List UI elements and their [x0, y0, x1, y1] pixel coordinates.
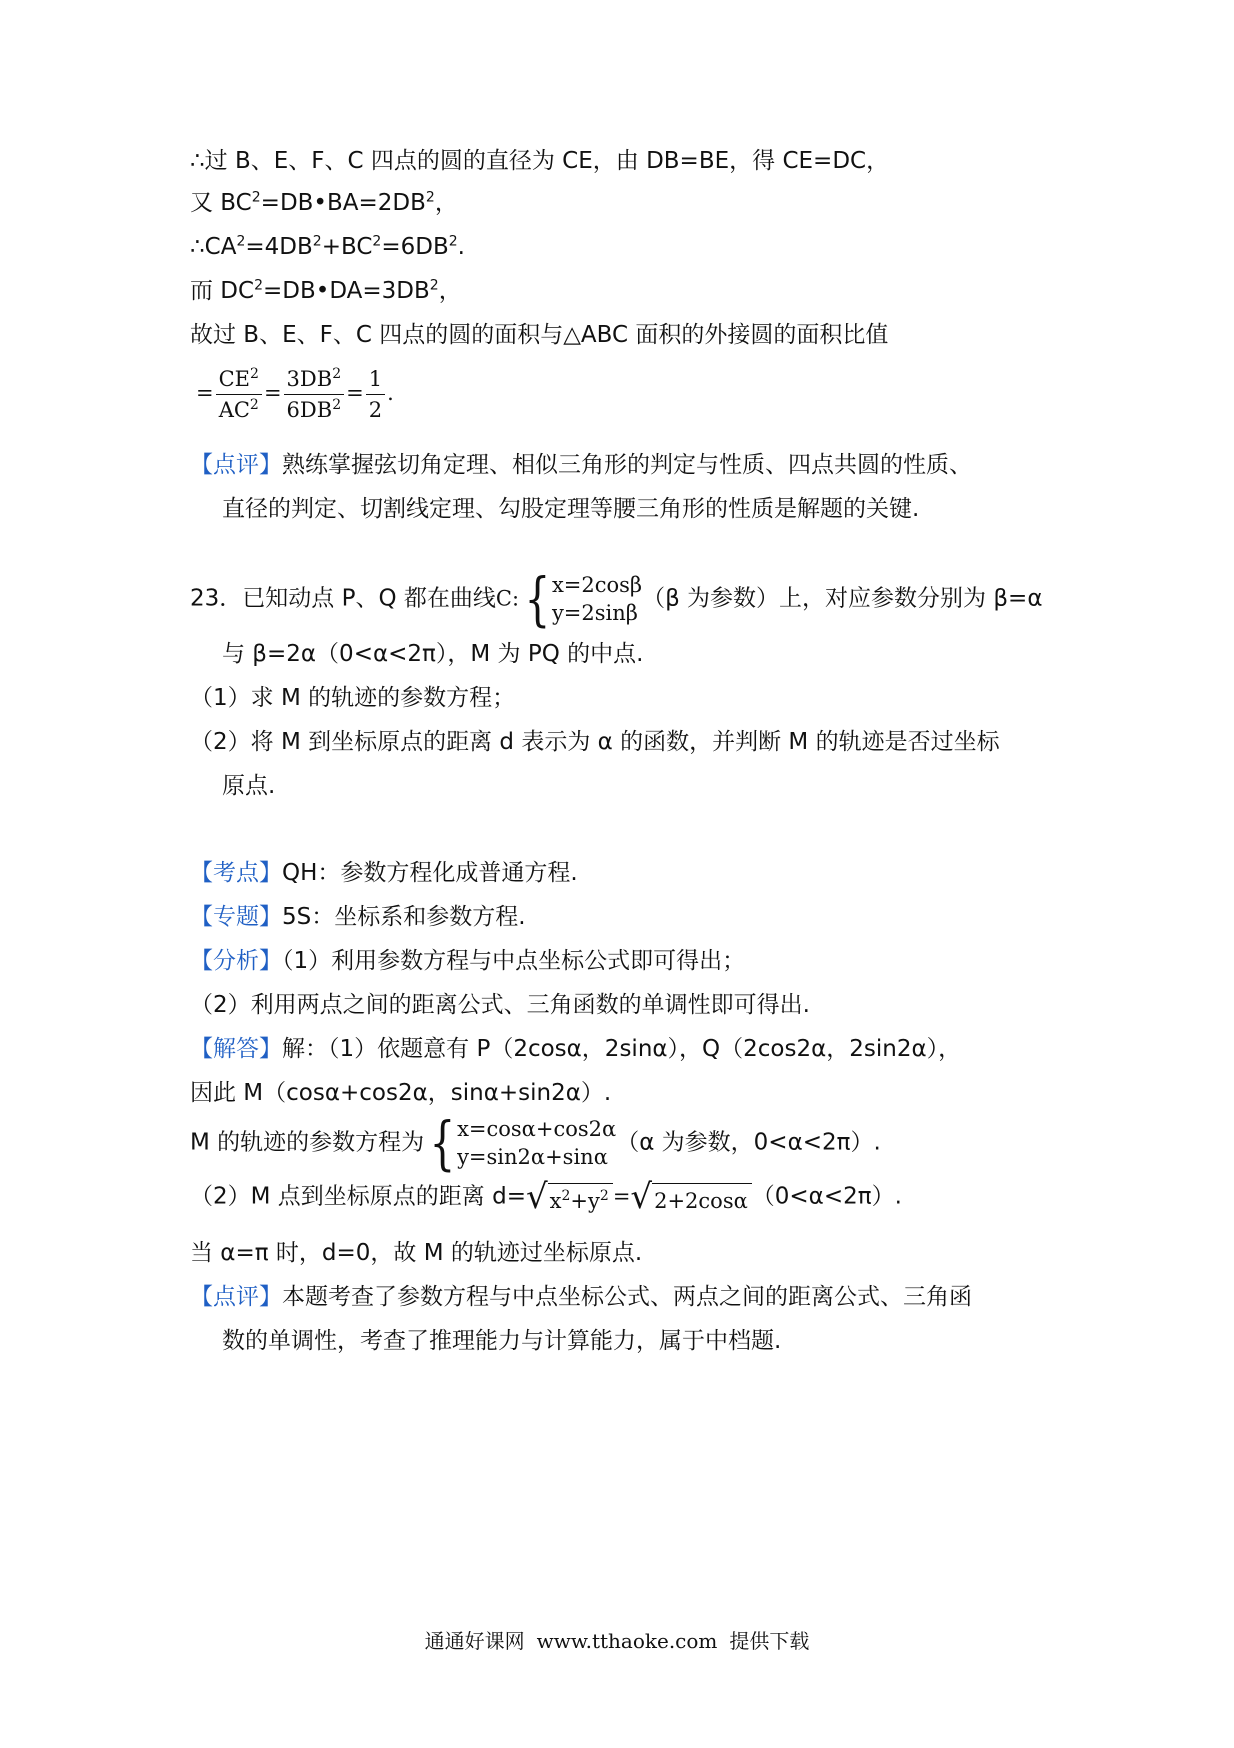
jieda-line-3: M 的轨迹的参数方程为 { x=cosα+cos2α y=sin2α+sinα （α 为参数，0<α<2π）. [190, 1109, 881, 1177]
review-2-line-1: 【点评】本题考查了参数方程与中点坐标公式、两点之间的距离公式、三角函 [190, 1284, 972, 1310]
zhuanti-line: 【专题】5S：坐标系和参数方程. [190, 904, 526, 930]
sqrt-x2-y2: √ $x^2+y^2$ [526, 1180, 613, 1214]
proof-line-3: $\therefore CA^2=4DB^2+BC^2=6DB^2$. [190, 233, 465, 260]
footer-url[interactable]: www.tthaoke.com [536, 1629, 718, 1653]
proof-line-1: ∴过 B、E、F、C 四点的圆的直径为 CE，由 DB=BE，得 CE=DC， [190, 148, 890, 174]
question-23-line-1: 23．已知动点 P、Q 都在曲线C: { x=2cosβ y=2sinβ （β 为参数）上，对应参数分别为 β=α [190, 565, 1043, 633]
fraction-ce-ac: $\frac{CE^2}{AC^2}$ [216, 364, 262, 425]
locus-equation-system: { x=cosα+cos2α y=sin2α+sinα [429, 1109, 617, 1177]
proof-line-4: 而 $DC^2=DB•DA=3DB^2$， [190, 277, 462, 304]
curve-equation-system: { x=2cosβ y=2sinβ [524, 565, 643, 633]
kaodian-line: 【考点】QH：参数方程化成普通方程. [190, 860, 578, 886]
question-23-part-2-cont: 原点. [222, 773, 276, 799]
jieda-line-4: （2）M 点到坐标原点的距离 d= √ $x^2+y^2$ = √ 2+2cosα （0<α<2π）. [190, 1177, 902, 1217]
jieda-line-1: 【解答】解：（1）依题意有 P（2cosα，2sinα），Q（2cos2α，2sin2α）， [190, 1036, 962, 1062]
question-23-line-2: 与 β=2α（0<α<2π），M 为 PQ 的中点. [222, 641, 644, 667]
jieda-line-2: 因此 M（cosα+cos2α，sinα+sin2α）. [190, 1080, 612, 1106]
fraction-one-half: $\frac{1}{2}$ [366, 364, 385, 425]
review-1-line-2: 直径的判定、切割线定理、勾股定理等腰三角形的性质是解题的关键. [222, 496, 920, 522]
fenxi-line-2: （2）利用两点之间的距离公式、三角函数的单调性即可得出. [190, 992, 810, 1018]
sqrt-2-plus-2cos: √ 2+2cosα [630, 1180, 751, 1214]
review-1-line-1: 【点评】熟练掌握弦切角定理、相似三角形的判定与性质、四点共圆的性质、 [190, 452, 972, 478]
fenxi-line-1: 【分析】（1）利用参数方程与中点坐标公式即可得出； [190, 948, 746, 974]
proof-line-2: 又 $BC^2=DB•BA=2DB^2$， [190, 189, 458, 216]
jieda-line-5: 当 α=π 时，d=0，故 M 的轨迹过坐标原点. [190, 1240, 643, 1266]
review-tag: 【点评】 [190, 452, 282, 478]
page-footer: 通通好课网 www.tthaoke.com 提供下载 [424, 1629, 810, 1653]
proof-line-5: 故过 B、E、F、C 四点的圆的面积与△ABC 面积的外接圆的面积比值 [190, 322, 889, 348]
review-2-line-2: 数的单调性，考查了推理能力与计算能力，属于中档题. [222, 1328, 782, 1354]
area-ratio-formula: = $\frac{CE^2}{AC^2}$ = $\frac{3DB^2}{6DB^2}$ = $\frac{1}{2}$ . [196, 364, 394, 425]
question-23-part-1: （1）求 M 的轨迹的参数方程； [190, 685, 516, 711]
question-23-part-2: （2）将 M 到坐标原点的距离 d 表示为 α 的函数，并判断 M 的轨迹是否过坐标 [190, 729, 1000, 755]
fraction-3db-6db: $\frac{3DB^2}{6DB^2}$ [284, 364, 345, 425]
